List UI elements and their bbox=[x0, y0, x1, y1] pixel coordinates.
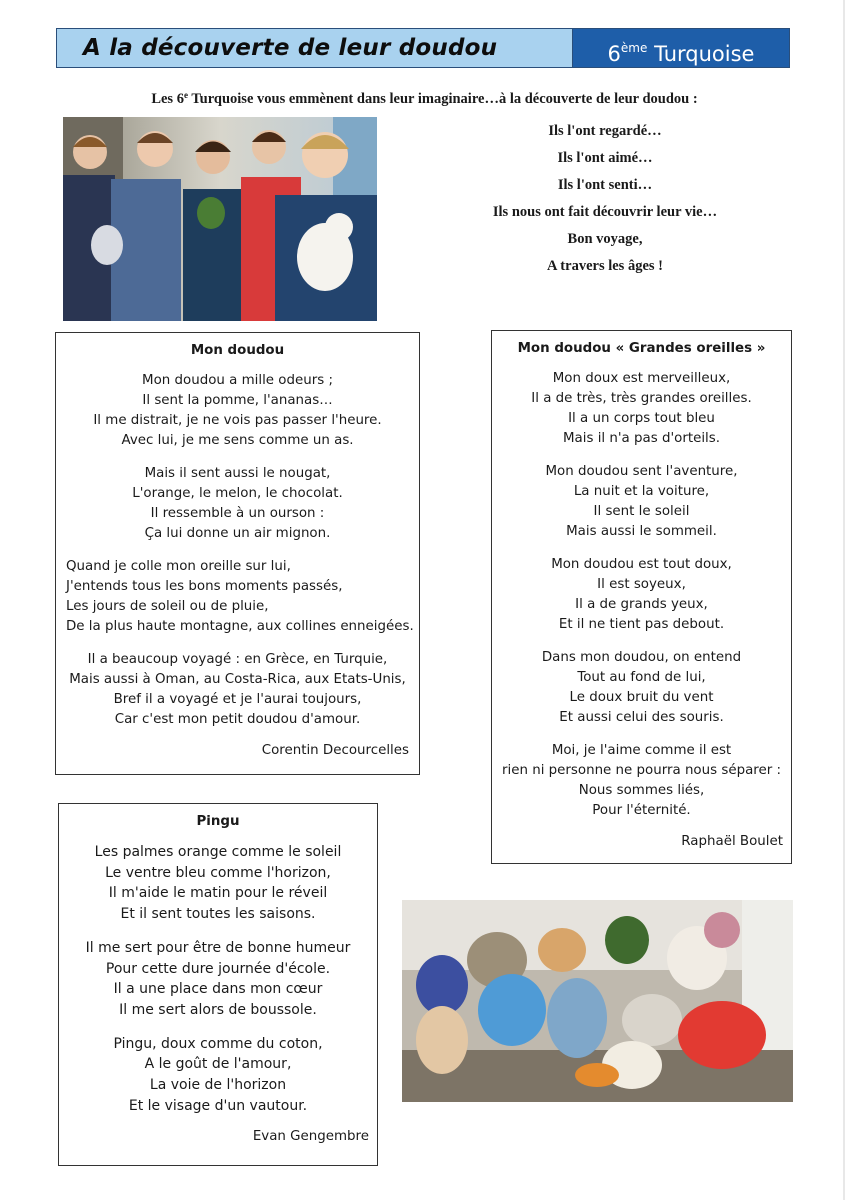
class-name: Turquoise bbox=[654, 42, 755, 66]
poem-stanza bbox=[66, 371, 409, 451]
poem-line: De la plus haute montagne, aux collines enneigées. bbox=[66, 619, 414, 634]
poem-line: Il est soyeux, bbox=[597, 577, 686, 592]
poem-stanza bbox=[67, 842, 369, 925]
poem-line: Mais aussi à Oman, au Costa-Rica, aux Etats-Unis, bbox=[69, 672, 406, 687]
poem-line: Pour l'éternité. bbox=[592, 803, 691, 818]
poem-line: Nous sommes liés, bbox=[578, 783, 705, 798]
poem-line: Et aussi celui des souris. bbox=[559, 710, 724, 725]
poem-stanza bbox=[66, 557, 414, 637]
poem-line: Il m'aide le matin pour le réveil bbox=[108, 885, 328, 902]
poem-line: La nuit et la voiture, bbox=[573, 484, 710, 499]
header-banner bbox=[56, 28, 790, 68]
poem-line: Le doux bruit du vent bbox=[569, 690, 714, 705]
poem-line: La voie de l'horizon bbox=[149, 1077, 287, 1094]
class-label bbox=[572, 29, 789, 67]
poem-line: Pour cette dure journée d'école. bbox=[105, 960, 331, 977]
poem-line: Il me sert alors de boussole. bbox=[119, 1001, 317, 1018]
poem-line: Mais aussi le sommeil. bbox=[566, 524, 717, 539]
poem-line: Mon doudou est tout doux, bbox=[551, 557, 732, 572]
poem-line: Les palmes orange comme le soleil bbox=[94, 844, 342, 860]
intro-line bbox=[0, 90, 849, 108]
class-superscript: ème bbox=[620, 41, 648, 55]
poem-line: Il a une place dans mon cœur bbox=[113, 981, 323, 998]
poem-stanza bbox=[67, 938, 369, 1021]
poem-box-pingu bbox=[58, 803, 378, 1166]
poem-line: Pingu, doux comme du coton, bbox=[113, 1035, 323, 1052]
poem-line: Ça lui donne un air mignon. bbox=[144, 526, 331, 541]
intro-verse-line: Ils l'ont regardé… bbox=[548, 123, 662, 139]
intro-verse-line: Ils nous ont fait découvrir leur vie… bbox=[492, 204, 718, 220]
intro-text-start: Les 6 bbox=[151, 91, 184, 107]
poem-line: Il a de très, très grandes oreilles. bbox=[531, 391, 752, 406]
poem-box-grandes-oreilles bbox=[491, 330, 792, 864]
poem-stanza bbox=[67, 1034, 369, 1117]
page-title: A la découverte de leur doudou bbox=[83, 35, 498, 61]
poem-title: Pingu bbox=[196, 814, 240, 829]
poem-line: A le goût de l'amour, bbox=[144, 1056, 292, 1073]
poem-line: J'entends tous les bons moments passés, bbox=[66, 579, 343, 594]
poem-line: Tout au fond de lui, bbox=[577, 670, 706, 685]
poem-stanza bbox=[500, 462, 783, 542]
poem-line: Le ventre bleu comme l'horizon, bbox=[105, 864, 331, 881]
poem-line: Il me distrait, je ne vois pas passer l'heure. bbox=[93, 413, 382, 428]
poem-stanza bbox=[500, 741, 783, 821]
poem-line: Il a un corps tout bleu bbox=[568, 411, 715, 426]
intro-verse-line: Ils l'ont senti… bbox=[557, 177, 653, 193]
poem-stanza bbox=[500, 369, 783, 449]
poem-line: Dans mon doudou, on entend bbox=[541, 650, 742, 665]
intro-superscript: e bbox=[183, 90, 188, 100]
intro-text-end: Turquoise vous emmènent dans leur imaginaire…à la découverte de leur doudou : bbox=[187, 91, 698, 107]
poem-line: L'orange, le melon, le chocolat. bbox=[132, 486, 343, 501]
poem-line: Avec lui, je me sens comme un as. bbox=[121, 433, 354, 448]
poem-line: Mais il n'a pas d'orteils. bbox=[562, 431, 721, 446]
poem-line: rien ni personne ne pourra nous séparer : bbox=[502, 763, 781, 778]
poem-line: Car c'est mon petit doudou d'amour. bbox=[114, 712, 361, 727]
intro-verse-line: A travers les âges ! bbox=[547, 258, 663, 274]
poem-line: Les jours de soleil ou de pluie, bbox=[66, 599, 269, 614]
poem-line: Il a beaucoup voyagé : en Grèce, en Turquie, bbox=[87, 652, 388, 667]
intro-verse bbox=[440, 118, 770, 280]
poem-line: Mais il sent aussi le nougat, bbox=[144, 466, 331, 481]
poem-title: Mon doudou « Grandes oreilles » bbox=[517, 341, 766, 356]
page-edge bbox=[843, 0, 845, 1200]
poem-line: Et il ne tient pas debout. bbox=[558, 617, 725, 632]
poem-box-mon-doudou bbox=[55, 332, 420, 775]
poem-line: Mon doux est merveilleux, bbox=[552, 371, 731, 386]
poem-author: Evan Gengembre bbox=[252, 1129, 369, 1145]
poem-line: Et il sent toutes les saisons. bbox=[120, 906, 316, 923]
poem-line: Il ressemble à un ourson : bbox=[150, 506, 325, 521]
poem-line: Mon doudou a mille odeurs ; bbox=[142, 373, 333, 388]
poem-stanza bbox=[500, 555, 783, 635]
poem-line: Il sent le soleil bbox=[593, 504, 690, 519]
poem-line: Il a de grands yeux, bbox=[575, 597, 708, 612]
poem-line: Il sent la pomme, l'ananas… bbox=[142, 393, 333, 408]
poem-line: Bref il a voyagé et je l'aurai toujours, bbox=[113, 692, 362, 707]
poem-line: Mon doudou sent l'aventure, bbox=[545, 464, 738, 479]
children-photo bbox=[63, 117, 377, 321]
plush-toys-photo bbox=[402, 900, 793, 1102]
poem-stanza bbox=[66, 650, 409, 730]
poem-stanza bbox=[500, 648, 783, 728]
poem-line: Et le visage d'un vautour. bbox=[128, 1097, 308, 1114]
intro-verse-line: Bon voyage, bbox=[567, 231, 643, 247]
intro-verse-line: Ils l'ont aimé… bbox=[557, 150, 653, 166]
poem-title: Mon doudou bbox=[190, 343, 285, 358]
class-number: 6 bbox=[607, 42, 621, 66]
poem-line: Moi, je l'aime comme il est bbox=[551, 743, 732, 758]
poem-line: Il me sert pour être de bonne humeur bbox=[85, 939, 351, 956]
poem-line: Quand je colle mon oreille sur lui, bbox=[66, 559, 291, 574]
poem-author: Raphaël Boulet bbox=[681, 834, 783, 849]
poem-stanza bbox=[66, 464, 409, 544]
poem-author: Corentin Decourcelles bbox=[261, 743, 409, 758]
